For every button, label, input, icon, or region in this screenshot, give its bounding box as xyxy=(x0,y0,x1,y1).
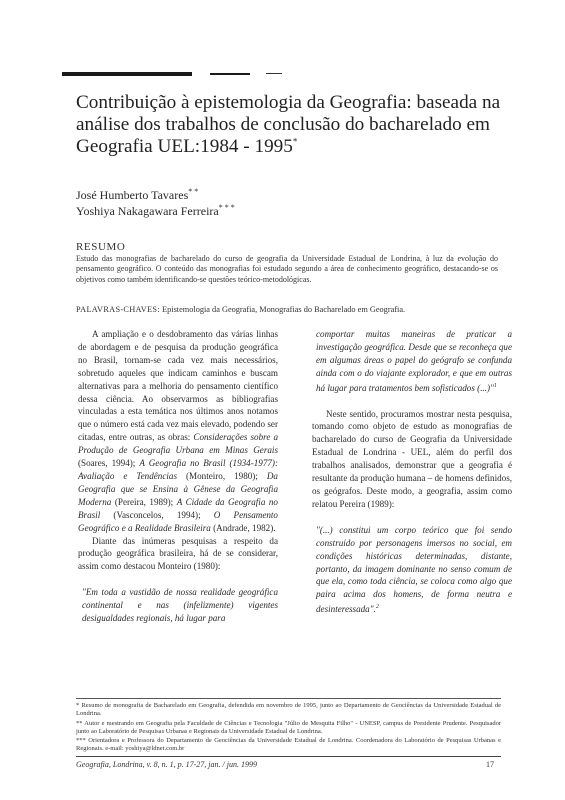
header-rule-tiny xyxy=(266,73,282,74)
quote-1-footnote-mark: 1 xyxy=(493,382,497,389)
paragraph-1 xyxy=(78,328,278,535)
reference-title-3: Da Geografia que se Ensina à Gênese da Geografia Moderna xyxy=(78,470,278,507)
header-rule-thick xyxy=(62,72,192,76)
footnote-3: *** Orientadora e Professora do Departamento de Geociências da Universidade Estadual de Londrina. Coordenadora do Laboratório de Pesquisas Urbanas e Regionais. e-mail: yoshiya@ldnet.com.br xyxy=(76,737,501,753)
title-footnote-mark: * xyxy=(292,136,298,147)
spacer xyxy=(78,573,278,586)
paragraph-2: Diante das inúmeras pesquisas a respeito da produção geográfica brasileira, há de se considerar, assim como destacou Monteiro (1980): xyxy=(78,535,278,572)
author-2-name: Yoshiya Nakagawara Ferreira xyxy=(76,204,219,218)
author-2 xyxy=(76,204,235,218)
quote-1-start: "Em toda a vastidão de nossa realidade geográfica continental e nas (infelizmente) vigentes desigualdades regionais, há lugar para xyxy=(82,587,278,624)
left-column xyxy=(78,328,278,625)
header-rule-thin xyxy=(210,73,250,75)
article-title-text: Contribuição à epistemologia da Geografia: baseada na análise dos trabalhos de conclusão do bacharelado em Geografia UEL:1984 - 1995 xyxy=(76,92,501,157)
journal-reference-text: Geografia, Londrina, v. 8, n. 1, p. 17-27, jan. / jun. 1999 xyxy=(76,760,257,769)
author-1-mark: * * xyxy=(188,187,199,196)
quote-1-continuation-text: comportar muitas maneiras de praticar a investigação geográfica. Desde que se reconheça que em algumas áreas o papel do geógrafo se confunda ainda com o do viajante explorador, e que em outras há lugar para tratamentos bem sofisticados (...)" xyxy=(316,329,512,393)
paragraph-1-part-b: (Soares, 1994); xyxy=(78,458,140,469)
keywords-label: PALAVRAS-CHAVES: xyxy=(76,305,160,314)
spacer xyxy=(312,395,512,408)
paragraph-1-part-a: A ampliação e o desdobramento das várias linhas de abordagem e de pesquisa da produção geográfica no Brasil, tornam-se cada vez mais necessários, sobretudo aqueles que indicam caminhos e buscam alternativas para a melhoria do pensamento científico dessa ciência. Ao observarmos as bibliografias vinculadas a esta temática nos últimos anos notamos que o número está cada vez mais elevado, podendo ser citadas, entre outras, as obras: xyxy=(78,329,278,443)
quote-2-text: "(...) constitui um corpo teórico que foi sendo construído por personagens imersos no social, em condições históricas determinadas, distante, portanto, da imagem dominante no senso comum de que ela, como toda ciência, se coloca como algo que paira acima dos homens, de forma neutra e desinteressada". xyxy=(316,524,512,615)
quote-2-footnote-mark: 2 xyxy=(375,604,379,611)
article-title xyxy=(76,92,531,158)
page-number: 17 xyxy=(486,760,494,769)
author-1-name: José Humberto Tavares xyxy=(76,188,189,202)
paragraph-1-part-d: (Pereira, 1989); xyxy=(111,496,177,507)
footer-divider xyxy=(76,756,501,757)
reference-title-5: O Pensamento Geográfico e a Realidade Brasileira xyxy=(78,509,278,533)
footnote-2: ** Autor e mestrando em Geografia pela Faculdade de Ciências e Tecnologia "Júlio de Mesquita Filho" - UNESP, campus de Presidente Prudente. Pesquisador junto ao Laboratório de Pesquisas Urbanas e Regionais da Universidade Estadual de Londrina. xyxy=(76,719,501,735)
paragraph-1-part-f: (Andrade, 1982). xyxy=(210,522,276,533)
paragraph-1-part-e: (Vasconcelos, 1994); xyxy=(100,509,214,520)
abstract-text: Estudo das monografias de bacharelado do curso de geografia da Universidade Estadual de Londrina, à luz da evolução do pensamento geográfico. O conteúdo das monografias foi estudado segundo a área de conhecimento geográfico, destacando-se os objetivos como também identificando-se questões teórico-metodológicas. xyxy=(76,254,498,284)
author-2-mark: * * * xyxy=(218,203,235,212)
reference-title-2: A Geografia no Brasil (1934-1977): Avaliação e Tendências xyxy=(78,458,278,481)
footnote-divider xyxy=(76,698,501,699)
footnotes xyxy=(76,702,501,755)
keywords-text: Epistemologia da Geografia, Monografias do Bacharelado em Geografia. xyxy=(159,305,406,314)
reference-title-1: Considerações sobre a Produção de Geografia Urbana em Minas Gerais xyxy=(78,432,278,456)
journal-reference xyxy=(76,760,257,769)
quote-2 xyxy=(312,524,512,616)
author-1 xyxy=(76,188,198,202)
paragraph-1-part-c: (Monteiro, 1980); xyxy=(176,470,267,481)
spacer xyxy=(312,511,512,524)
keywords xyxy=(76,305,496,315)
quote-1-continuation xyxy=(312,328,512,395)
reference-title-4: A Cidade da Geografia no Brasil xyxy=(78,496,278,520)
abstract-heading: RESUMO xyxy=(76,241,126,253)
right-column xyxy=(312,328,512,616)
paragraph-3: Neste sentido, procuramos mostrar nesta pesquisa, tomando como objeto de estudo as monografias de bacharelado do curso de Geografia da Universidade Estadual de Londrina - UEL, além do perfil dos trabalhos analisados, demonstrar que a geografia é resultante da produção humana – de homens definidos, os geógrafos. Deste modo, a geografia, assim como relatou Pereira (1989): xyxy=(312,408,513,509)
footnote-1: * Resumo de monografia de Bacharelado em Geografia, defendida em novembro de 1995, junto ao Departamento de Geociências da Universidade Estadual de Londrina. xyxy=(76,702,501,718)
